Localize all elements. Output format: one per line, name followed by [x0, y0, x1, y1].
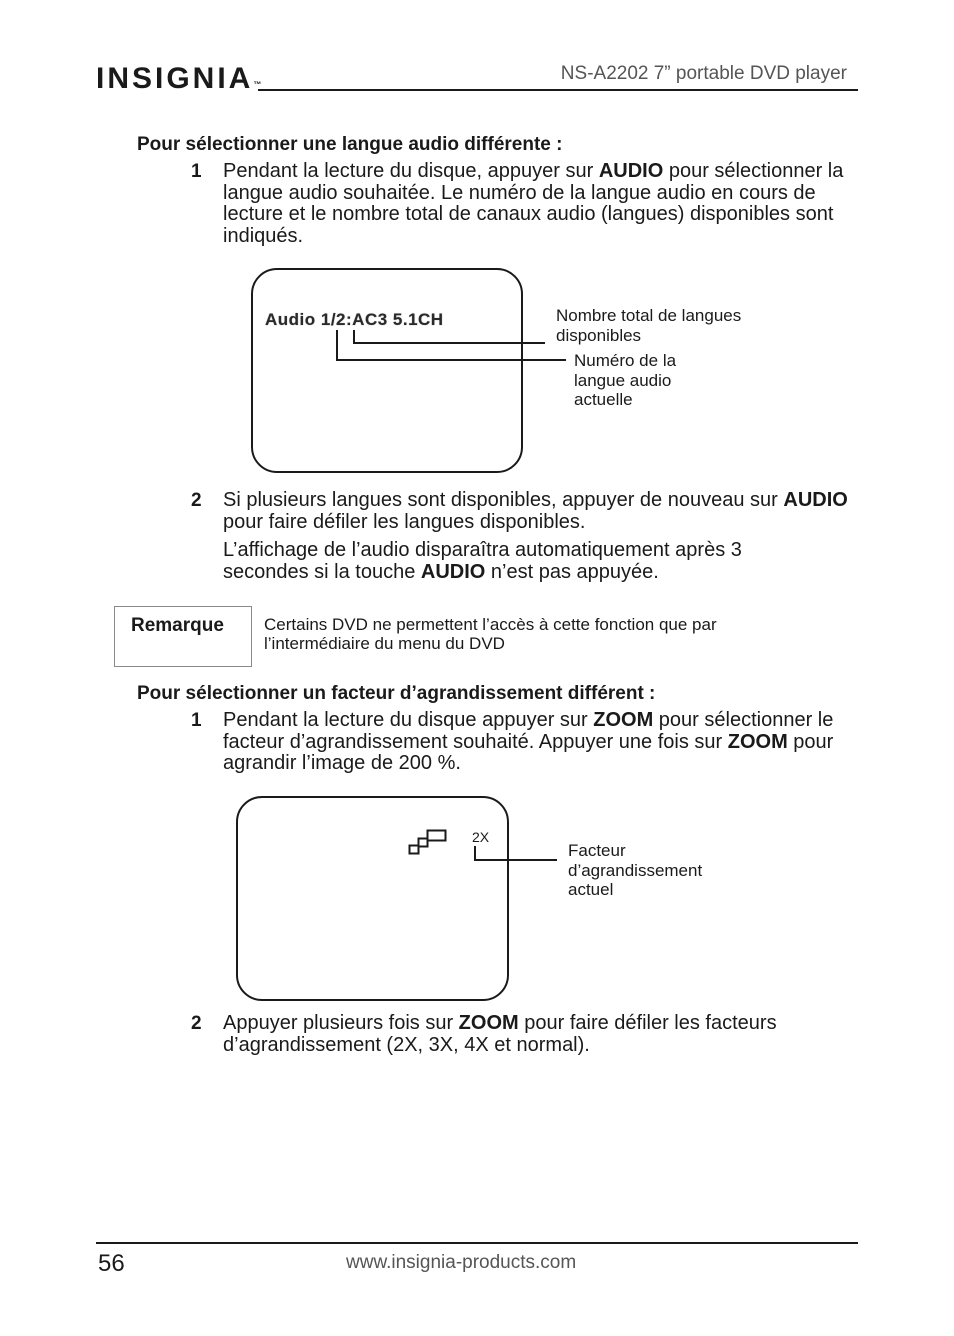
audio-step-2-number: 2 [191, 490, 202, 511]
brand-logo: INSIGNIA™ [96, 62, 262, 95]
zoom-osd-screen [236, 796, 509, 1001]
audio-step-1-number: 1 [191, 161, 202, 182]
zoom-step-1-text: Pendant la lecture du disque appuyer sur ZOOM pour sélectionner le facteur d’agrandissement souhaité. Appuyer une fois sur ZOOM pour agrandir l’image de 200 %. [223, 709, 834, 774]
callout-line-current-horizontal [336, 359, 566, 361]
footer-url[interactable]: www.insignia-products.com [346, 1252, 577, 1273]
doc-title: NS-A2202 7” portable DVD player [560, 63, 847, 84]
note-label: Remarque [131, 615, 224, 636]
zoom-step-1-number: 1 [191, 710, 202, 731]
zoom-step-2-number: 2 [191, 1013, 202, 1034]
callout-total-languages: Nombre total de langues disponibles [556, 306, 742, 345]
audio-section-heading: Pour sélectionner une langue audio différente : [137, 134, 563, 155]
callout-current-language: Numéro de la langue audio actuelle [574, 351, 677, 409]
callout-line-zoom-horizontal [474, 859, 557, 861]
zoom-osd-factor: 2X [472, 829, 490, 845]
callout-line-current-vertical [336, 330, 338, 361]
zoom-step-2-text: Appuyer plusieurs fois sur ZOOM pour faire défiler les facteurs d’agrandissement (2X, 3X, 4X et normal). [223, 1012, 777, 1056]
page-number: 56 [98, 1250, 125, 1277]
callout-line-total-horizontal [353, 342, 545, 344]
audio-osd-text: Audio 1/2:AC3 5.1CH [265, 310, 444, 329]
note-text: Certains DVD ne permettent l’accès à cette fonction que par l’intermédiaire du menu du DVD [264, 615, 717, 653]
header-divider [258, 89, 858, 91]
footer-divider [96, 1242, 858, 1244]
audio-step-1-text: Pendant la lecture du disque, appuyer sur AUDIO pour sélectionner la langue audio souhaitée. Le numéro de la langue audio en cours de lecture et le nombre total de canaux audio (langues) disponibles sont indiqués. [223, 160, 844, 247]
audio-osd-screen [251, 268, 523, 473]
zoom-magnify-icon [408, 829, 450, 859]
zoom-section-heading: Pour sélectionner un facteur d’agrandissement différent : [137, 683, 656, 704]
callout-zoom-factor: Facteur d’agrandissement actuel [568, 841, 703, 899]
audio-step-2-text: Si plusieurs langues sont disponibles, appuyer de nouveau sur AUDIO pour faire défiler les langues disponibles. [223, 489, 848, 533]
audio-step-2-note: L’affichage de l’audio disparaîtra automatiquement après 3 secondes si la touche AUDIO n’est pas appuyée. [223, 539, 742, 583]
